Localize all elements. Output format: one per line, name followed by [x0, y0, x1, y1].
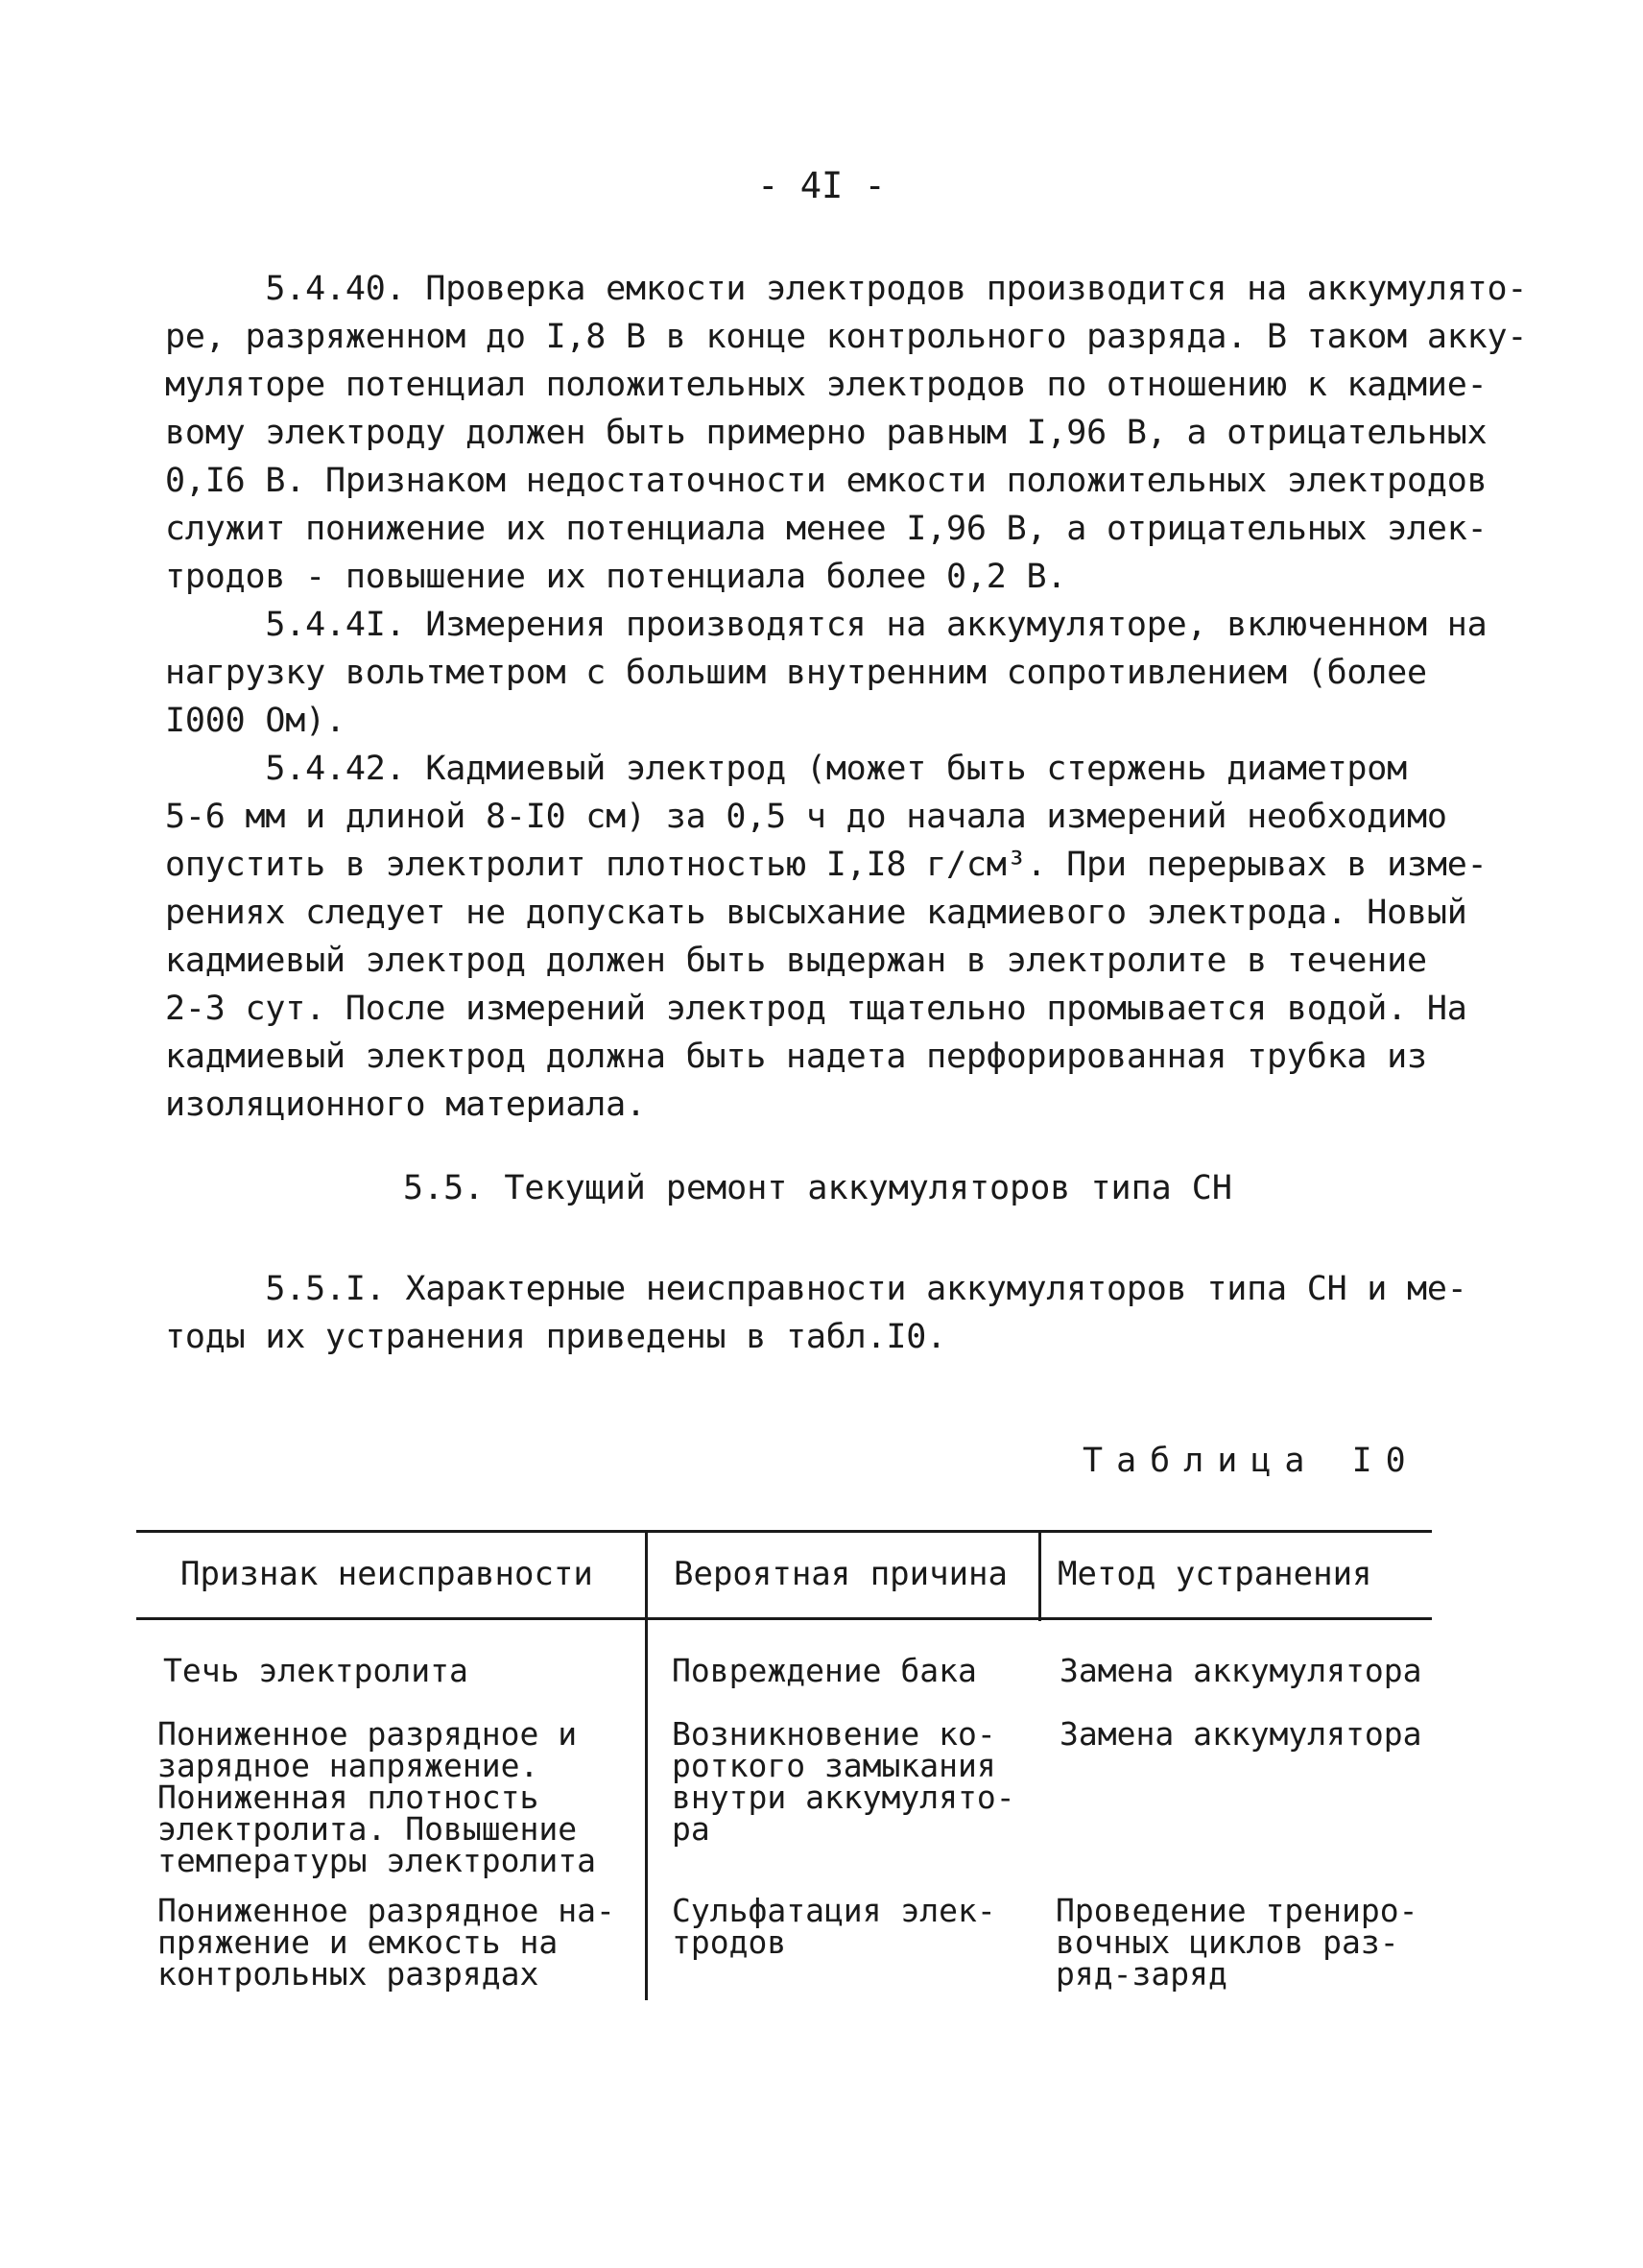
- table-header-cell: Признак неисправности: [180, 1555, 593, 1593]
- table-header-rule: [136, 1617, 1432, 1620]
- section-heading: 5.5. Текущий ремонт аккумуляторов типа СН: [403, 1169, 1232, 1207]
- table-cell: Пониженное разрядное на- пряжение и емкость на контрольных разрядах: [157, 1892, 615, 1993]
- table-cell: Течь электролита: [163, 1652, 468, 1689]
- table-cell: Возникновение ко- роткого замыкания внутри аккумулято- ра: [672, 1715, 1015, 1848]
- table-cell: Замена аккумулятора: [1060, 1652, 1422, 1689]
- table-cell: Сульфатация элек- тродов: [672, 1892, 996, 1961]
- table-header-cell: Вероятная причина: [674, 1555, 1008, 1593]
- faults-table: [136, 1530, 1432, 2000]
- table-top-rule: [136, 1530, 1432, 1533]
- table-cell: Пониженное разрядное и зарядное напряжение. Пониженная плотность электролита. Повышение температуры электролита: [157, 1715, 596, 1879]
- paragraph-5-4-42: 5.4.42. Кадмиевый электрод (может быть стержень диаметром 5-6 мм и длиной 8-I0 см) за 0,5 ч до начала измерений необходимо опустить в электролит плотностью I,I8 г/см³. При перерывах в изме- рениях следует не допускать высыхание кадмиевого электрода. Новый кадмиевый электрод должен быть выдержан в электролите в течение 2-3 сут. После измерений электрод тщательно промывается водой. На кадмиевый электрод должна быть надета перфорированная трубка из изоляционного материала.: [165, 750, 1488, 1124]
- table-caption: Таблица I0: [1083, 1442, 1419, 1480]
- table-cell: Замена аккумулятора: [1060, 1715, 1422, 1753]
- table-header-cell: Метод устранения: [1058, 1555, 1372, 1593]
- table-cell: Повреждение бака: [672, 1652, 977, 1689]
- page-number: - 4I -: [757, 165, 886, 206]
- paragraph-5-5-1: 5.5.I. Характерные неисправности аккумуляторов типа СН и ме- тоды их устранения приведены в табл.I0.: [165, 1270, 1467, 1356]
- table-column-divider: [1038, 1530, 1041, 1621]
- table-cell: Проведение трениро- вочных циклов раз- ряд-заряд: [1056, 1892, 1418, 1993]
- table-column-divider: [645, 1530, 648, 2000]
- paragraph-5-4-41: 5.4.4I. Измерения производятся на аккумуляторе, включенном на нагрузку вольтметром с большим внутренним сопротивлением (более I000 Ом).: [165, 606, 1488, 740]
- paragraph-5-4-40: 5.4.40. Проверка емкости электродов производится на аккумулято- ре, разряженном до I,8 В в конце контрольного разряда. В таком акку- муляторе потенциал положительных электродов по отношению к кадмие- вому электроду должен быть примерно равным I,96 В, а отрицательных 0,I6 В. Признаком недостаточности емкости положительных электродов служит понижение их потенциала менее I,96 В, а отрицательных элек- тродов - повышение их потенциала более 0,2 В.: [165, 270, 1528, 596]
